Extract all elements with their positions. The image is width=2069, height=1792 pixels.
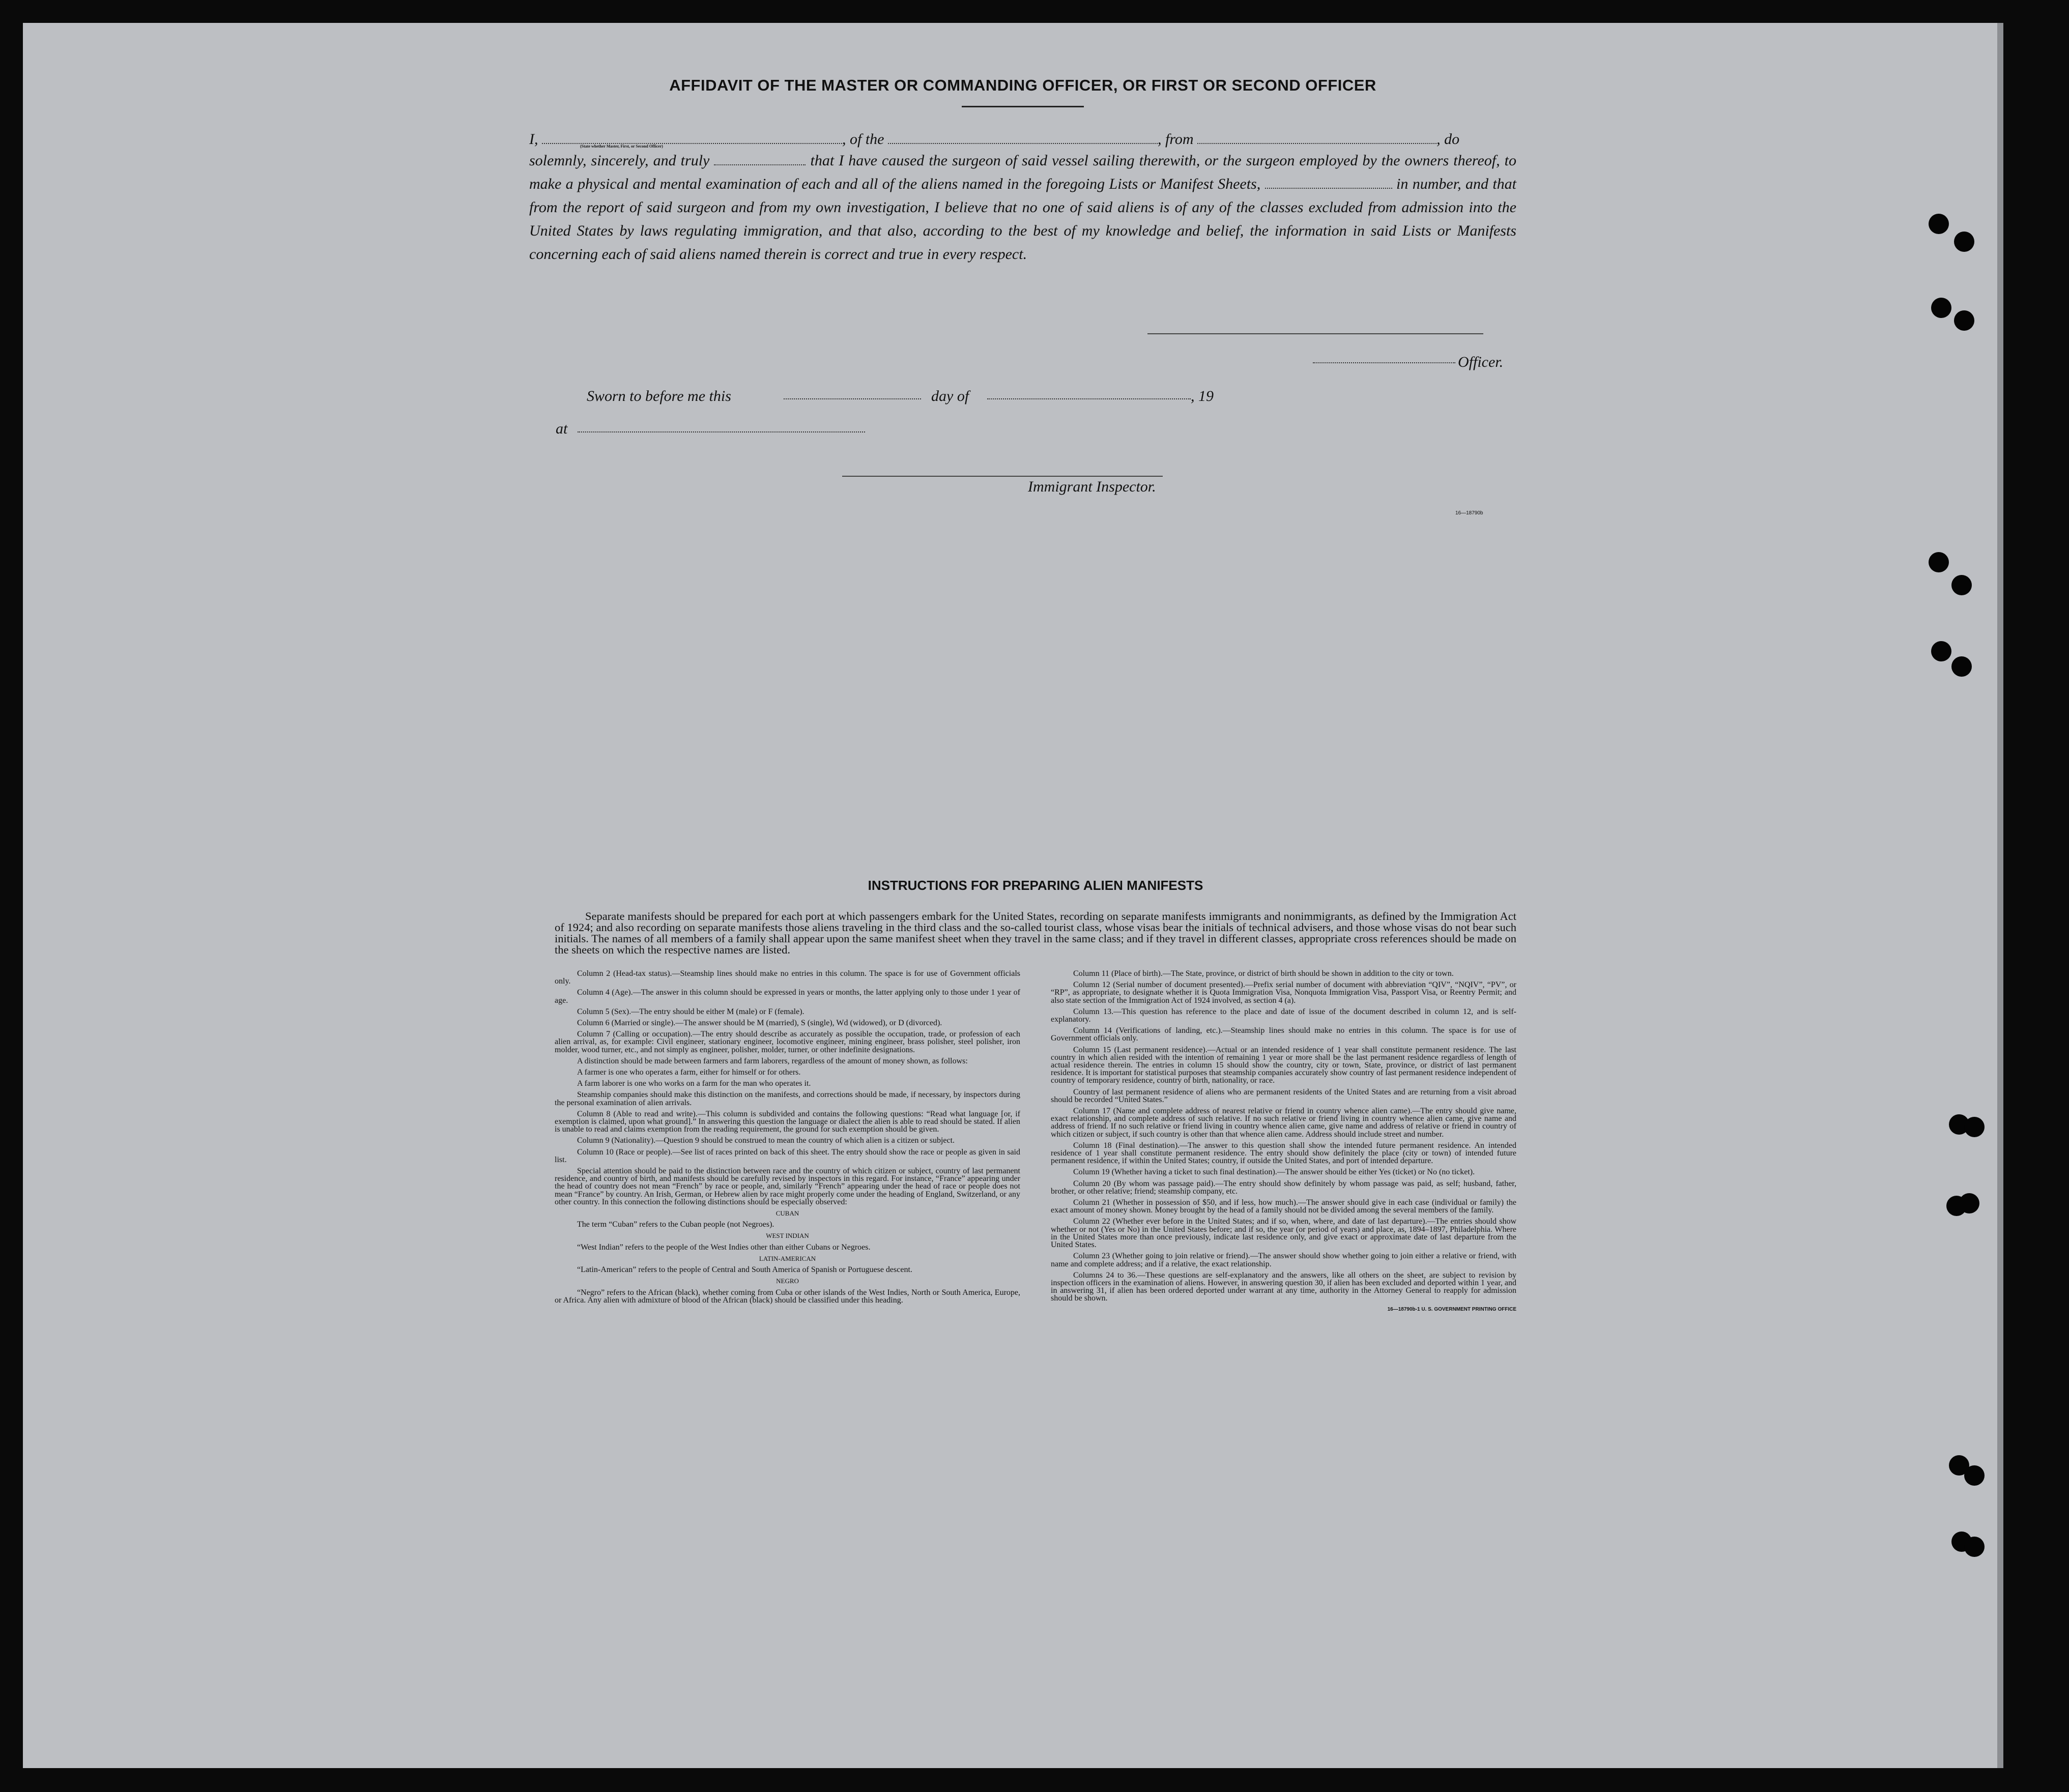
officer-title-field[interactable] [1313,362,1455,363]
officer-label: Officer. [1458,354,1504,370]
instruction-paragraph: Steamship companies should make this distinction on the manifests, and corrections should be made, if necessary, by inspectors during the personal examination of alien arrivals. [555,1090,1020,1107]
punch-hole [1964,1465,1985,1486]
instruction-paragraph: Column 8 (Able to read and write).—This column is subdivided and contains the following questions: “Read what language [or, if exemption is claimed, upon what ground].” In answering this question the language or dialect the alien is able to read should be stated. If alien is unable to read and claims exemption from the reading requirement, the ground for such exemption should be given. [555,1109,1020,1134]
instruction-paragraph: Special attention should be paid to the distinction between race and the country of which citizen or subject, country of last permanent residence, and country of birth, and manifests should be carefully revised by inspectors in this regard. For instance, “France” appearing under the head of country does not mean “French” by race or people, and, similarly “French” appearing under the head of race or people does not mean “France” by country. An Irish, German, or Hebrew alien by race might properly come under the heading of England, Switzerland, or any other country. In this connection the following distinctions should be especially observed: [555,1167,1020,1206]
instruction-paragraph: Column 23 (Whether going to join relative or friend).—The answer should show whether going to join either a relative or friend, with name and complete address; and if a relative, the exact relationship. [1051,1252,1516,1268]
sworn-label: Sworn to before me this [587,388,731,404]
punch-hole [1954,310,1974,331]
instruction-paragraph: Column 17 (Name and complete address of nearest relative or friend in country whence alien came).—The entry should give name, exact relationship, and complete address of such relative. If no such relative or friend living in country whence alien came, give name and address of friend. If no such relative or friend living in country whence alien came, give name and address of relative or friend in country of which citizen or subject, if such country is other than that whence alien came. Address should include street and number. [1051,1107,1516,1139]
oath-field[interactable] [714,153,806,165]
officer-signature-line[interactable] [1147,333,1483,334]
day-of-label: day of [931,388,969,404]
port-from-field[interactable] [1197,132,1436,144]
alien-count-field[interactable] [1265,177,1392,189]
text-body-1: that I have caused the surgeon of said vessel sailing therewith, or the surgeon employed by the owners thereof, to make a physical and mental examination of each and all of the aliens named in the foregoing Lists or Manifest Sheets, [529,152,1516,192]
at-label: at [556,420,568,437]
instruction-paragraph: Column 13.—This question has reference to the place and date of issue of the document described in column 12, and is self-explanatory. [1051,1007,1516,1024]
instruction-paragraph: Column 10 (Race or people).—See list of races printed on back of this sheet. The entry should show the race or people as given in said list. [555,1147,1020,1164]
punch-hole [1929,552,1949,572]
instruction-paragraph: A farmer is one who operates a farm, either for himself or for others. [577,1068,801,1077]
punch-hole [1951,575,1972,595]
instructions-columns [555,970,1516,1313]
instruction-paragraph: A farm laborer is one who works on a farm for the man who operates it. [577,1079,811,1088]
text-solemnly: solemnly, sincerely, and truly [529,152,710,169]
instruction-paragraph: Column 4 (Age).—The answer in this column should be expressed in years or months, the latter applying only to those under 1 year of age. [555,988,1020,1005]
affidavit-section [529,76,1516,266]
officer-rank-field[interactable] [542,132,842,144]
punch-hole [1951,656,1972,677]
text-from: , from [1158,131,1194,148]
form-reference: 16—18790b [1455,510,1483,516]
instruction-paragraph: Column 9 (Nationality).—Question 9 should be construed to mean the country of which alien is a citizen or subject. [577,1136,955,1145]
instruction-paragraph: Column 7 (Calling or occupation).—The entry should describe as accurately as possible the occupation, trade, or profession of each alien arrival, as, for example: Civil engineer, stationary engineer, locomotive engineer, mining engineer, brass polisher, steel polisher, iron molder, wood turner, etc., and not simply as engineer, polisher, molder, turner, or other indefinite designations. [555,1030,1020,1054]
punch-hole [1931,641,1951,661]
cuban-heading: CUBAN [775,1209,799,1218]
instructions-section [555,878,1516,1313]
instruction-paragraph: Column 19 (Whether having a ticket to such final destination).—The answer should be either Yes (ticket) or No (no ticket). [1073,1168,1475,1177]
instruction-paragraph: Columns 24 to 36.—These questions are self-explanatory and the answers, like all others on the sheet, are subject to revision by inspection officers in the examination of aliens. However, in answering question 30, if alien has been excluded and deported within 1 year, and in answering 31, if alien has been ordered deported under warrant at any time, authority in the Attorney General to reapply for admission should be shown. [1051,1270,1516,1303]
latin-american-heading: LATIN-AMERICAN [759,1254,816,1262]
instruction-paragraph: Column 2 (Head-tax status).—Steamship lines should make no entries in this column. The space is for use of Government officials only. [555,969,1020,986]
instruction-paragraph: A distinction should be made between farmers and farm laborers, regardless of the amount of money shown, as follows: [577,1056,968,1065]
negro-heading: NEGRO [776,1277,799,1285]
punch-hole [1964,1537,1985,1557]
text-body-2: in number, and that from the report of said surgeon and from my own investigation, I believe that no one of said aliens is of any of the classes excluded from admission into the United States by laws regulating immigration, and that also, according to the best of my knowledge and belief, the information in said Lists or Manifests concerning each of said aliens named therein is correct and true in every respect. [529,176,1517,263]
instruction-paragraph: Column 18 (Final destination).—The answer to this question shall show the intended future permanent residence. An intended residence of 1 year shall constitute permanent residence. The entry should show definitely the place (city or town) of intended future permanent residence, if within the United States; country, if outside the United States, and port of intended departure. [1051,1141,1516,1166]
instruction-paragraph: Column 12 (Serial number of document presented).—Prefix serial number of document with abbreviation “QIV”, “NQIV”, “PV”, or “RP”, as appropriate, to designate whether it is Quota Immigration Visa, Nonquota Immigration Visa, Passport Visa, or Reentry Permit; and also state section of the Immigration Act of 1924 involved, as section 4 (a). [1051,980,1516,1005]
instruction-paragraph: Column 15 (Last permanent residence).—Actual or an intended residence of 1 year shall constitute permanent residence. The last country in which alien resided with the intention of remaining 1 year or more shall be the last permanent residence regardless of length of actual residence therein. The entries in column 15 should show the country, city or town, State, province, or district of last permanent residence. It is important for statistical purposes that steamship companies accurately show country of last permanent residence independent of country of temporary residence, country of birth, nationality, or race. [1051,1045,1516,1085]
instruction-paragraph: Column 11 (Place of birth).—The State, province, or district of birth should be shown in addition to the city or town. [1073,969,1454,978]
instruction-paragraph: Country of last permanent residence of aliens who are permanent residents of the United States and are returning from a visit abroad should be recorded “United States.” [1051,1087,1516,1104]
instructions-title: INSTRUCTIONS FOR PREPARING ALIEN MANIFESTS [868,878,1203,893]
sworn-place-field[interactable] [578,431,865,432]
affidavit-body [529,128,1516,266]
state-note: (State whether Master, First, or Second Officer) [580,144,663,149]
punch-hole [1929,214,1949,234]
west-indian-heading: WEST INDIAN [766,1232,809,1240]
inspector-label: Immigrant Inspector. [1028,478,1156,495]
cuban-definition: The term “Cuban” refers to the Cuban people (not Negroes). [577,1220,774,1229]
affidavit-title: AFFIDAVIT OF THE MASTER OR COMMANDING OFFICER, OR FIRST OR SECOND OFFICER [669,76,1376,94]
negro-definition: “Negro” refers to the African (black), whether coming from Cuba or other islands of the West Indies, North or South America, Europe, or Africa. Any alien with admixture of blood of the African (black) should be classified under this heading. [555,1288,1020,1305]
inspector-signature-line[interactable] [842,476,1163,477]
instruction-paragraph: Column 6 (Married or single).—The answer should be M (married), S (single), Wd (widowed), or D (divorced). [577,1019,942,1028]
punch-hole [1931,298,1951,318]
punch-hole [1954,232,1974,252]
instructions-left-column [555,970,1020,1313]
vessel-name-field[interactable] [888,132,1158,144]
instruction-paragraph: Column 21 (Whether in possession of $50, and if less, how much).—The answer should give in each case (individual or family) the exact amount of money shown. Money brought by the head of a family should not be divided among the several members of the family. [1051,1198,1516,1215]
printing-office-reference: 16—18790b-1 U. S. GOVERNMENT PRINTING OFFICE [1387,1306,1516,1312]
instruction-paragraph: Column 5 (Sex).—The entry should be either M (male) or F (female). [577,1007,804,1016]
instruction-paragraph: Column 22 (Whether ever before in the United States; and if so, when, where, and date of last departure).—The entries should show whether or not (Yes or No) in the United States before; and if so, the year (or period of years) and place, as, 1894–1897, Philadelphia. Where in the United States more than once previously, indicate last residence only, and give exact or approximate date of last departure from the United States. [1051,1217,1516,1250]
text-i: I, [529,131,538,148]
punch-hole [1964,1117,1985,1137]
instructions-right-column [1051,970,1516,1313]
text-of-the: , of the [842,131,884,148]
latin-american-definition: “Latin-American” refers to the people of Central and South America of Spanish or Portuguese descent. [577,1265,912,1275]
sworn-month-field[interactable] [987,398,1191,399]
year-label: , 19 [1191,388,1214,404]
punch-hole [1959,1193,1979,1213]
instruction-paragraph: Column 14 (Verifications of landing, etc.).—Steamship lines should make no entries in this column. The space is for use of Government officials only. [1051,1026,1516,1043]
instruction-paragraph: Column 20 (By whom was passage paid).—The entry should show definitely by whom passage was paid, as self; husband, father, brother, or other relative; friend; steamship company, etc. [1051,1179,1516,1196]
text-do: , do [1436,131,1460,148]
west-indian-definition: “West Indian” refers to the people of the West Indies other than either Cubans or Negroes. [577,1242,871,1252]
instructions-intro: Separate manifests should be prepared for each port at which passengers embark for the United States, recording on separate manifests immigrants and nonimmigrants, as defined by the Immigration Act of 1924; and also recording on separate manifests those aliens traveling in the third class and the so-called tourist class, whose visas bear the initials of technical advisers, and those whose visas do not bear such initials. The names of all members of a family shall appear upon the same manifest sheet when they travel in the same class; and if they travel in different classes, appropriate cross references should be made on the sheets on which the respective names are listed. [555,910,1516,956]
title-divider [962,106,1084,107]
sworn-day-field[interactable] [784,398,921,399]
sheet-edge [1997,23,2003,1768]
